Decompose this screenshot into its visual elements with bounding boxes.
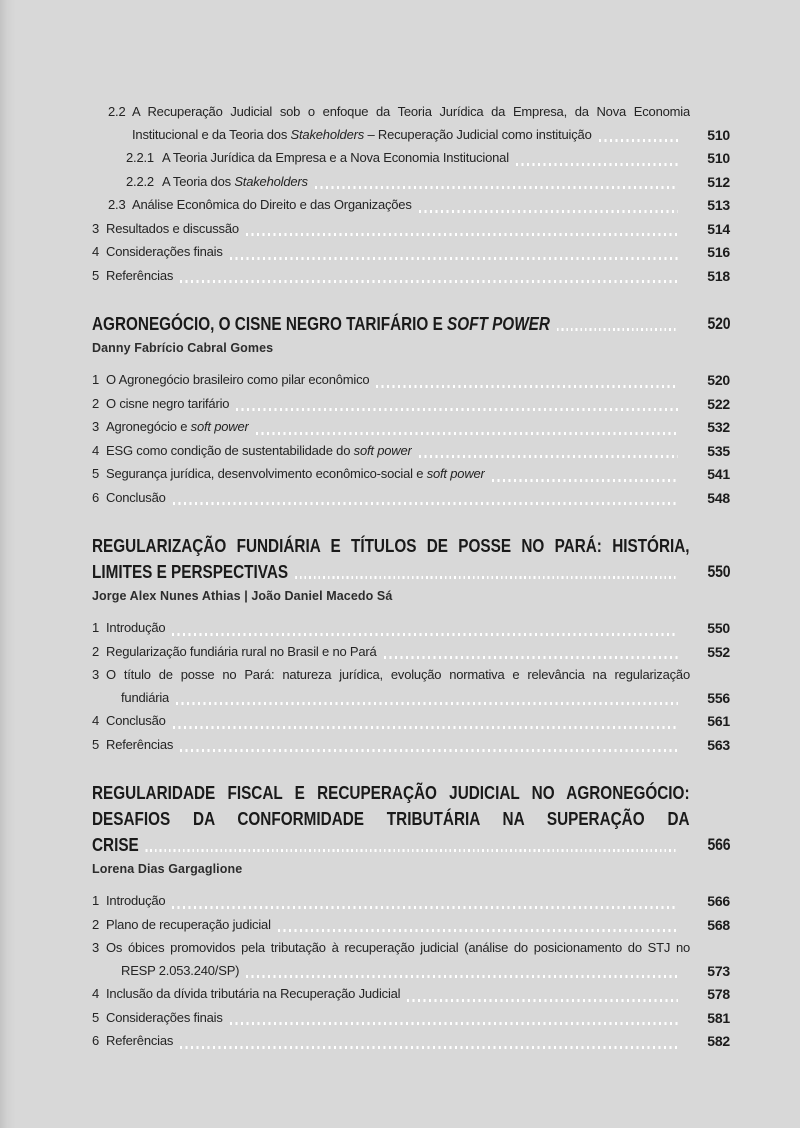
entry-line-text: [162, 171, 308, 194]
entry-body: [106, 617, 730, 640]
dot-leader: [376, 385, 678, 388]
toc-entry: [92, 487, 730, 510]
entry-line: [162, 147, 730, 170]
entry-line-text: [106, 914, 271, 937]
entry-text-italic: soft power: [190, 419, 249, 434]
toc-entry: [92, 710, 730, 733]
entry-body: [106, 487, 730, 510]
table-of-contents: [92, 101, 730, 1054]
entry-number: 5: [92, 267, 100, 283]
entry-text-italic: SOFT POWER: [447, 314, 550, 334]
toc-entry: [92, 101, 730, 146]
dot-leader: [516, 163, 678, 166]
page-number: 516: [707, 244, 730, 260]
entry-text-italic: soft power: [426, 466, 485, 481]
entry-text: Considerações finais: [106, 244, 223, 259]
entry-text: A Teoria dos: [162, 173, 235, 189]
entry-number: 3: [92, 940, 100, 955]
entry-text-italic: Stakeholders: [234, 173, 308, 189]
entry-list: [92, 617, 730, 756]
page-number: 550: [707, 563, 731, 581]
chapter-block: [92, 311, 730, 509]
chapter-title-line: [92, 806, 690, 832]
entry-text: Regularização fundiária rural no Brasil e no Pará: [106, 643, 377, 659]
chapter-title-text: [92, 559, 288, 585]
entry-line-text: [106, 1007, 223, 1030]
entry-line-text: [162, 147, 509, 170]
entry-number: 1: [92, 620, 100, 635]
entry-line: [106, 393, 730, 416]
chapter-title: [92, 311, 730, 337]
entry-body: [106, 890, 730, 913]
entry-line-text: [106, 440, 412, 463]
entry-body: [106, 734, 730, 757]
toc-entry: [92, 440, 730, 463]
entry-text: Referências: [106, 736, 174, 752]
entry-body: [106, 983, 730, 1006]
entry-line: [162, 171, 730, 194]
entry-line-text: [132, 194, 412, 217]
chapter-title: [92, 780, 730, 858]
entry-number: 3: [92, 220, 100, 236]
page-number: 566: [707, 893, 730, 909]
entry-number: 1: [92, 372, 100, 387]
dot-leader: [492, 479, 678, 482]
entry-text: A Teoria Jurídica da Empresa e a Nova Economia Institucional: [162, 150, 509, 165]
entry-line-text: [106, 393, 229, 416]
entry-number: 3: [92, 667, 100, 682]
toc-entry: [92, 983, 730, 1006]
dot-leader: [236, 408, 678, 411]
entry-line-text: [106, 241, 223, 264]
page-number: 563: [707, 736, 730, 753]
entry-body: [162, 171, 730, 194]
page-number: 550: [707, 620, 730, 636]
entry-text-italic: Stakeholders: [290, 126, 365, 142]
entry-line-text: [121, 687, 169, 710]
page-number: 512: [707, 173, 730, 190]
toc-entry: [92, 914, 730, 937]
entry-line-text: [106, 641, 377, 664]
chapter-title-line: [92, 780, 690, 806]
entry-line: [106, 218, 730, 241]
page-number: 552: [707, 643, 730, 660]
dot-leader: [180, 280, 678, 283]
entry-number: 6: [92, 1033, 100, 1048]
entry-number: 2: [92, 643, 100, 659]
dot-leader: [180, 1046, 678, 1049]
page-number: 522: [707, 395, 730, 412]
entry-text: Inclusão da dívida tributária na Recuperação Judicial: [106, 986, 401, 1001]
entry-line: [106, 687, 730, 710]
page-number: 514: [707, 220, 730, 237]
entry-body: [106, 641, 730, 664]
entry-number: 5: [92, 466, 100, 481]
entry-line-text: [106, 734, 173, 757]
entry-line-text: [106, 983, 400, 1006]
entry-body: [162, 147, 730, 170]
entry-line: [106, 914, 730, 937]
entry-line-text: [106, 218, 239, 241]
dot-leader: [173, 502, 678, 505]
toc-entry: [92, 641, 730, 664]
page-number: 573: [707, 962, 730, 979]
entry-line: [106, 890, 730, 913]
entry-number: 3: [92, 419, 100, 434]
entry-body: [106, 393, 730, 416]
entry-body: [106, 1030, 730, 1053]
entry-body: [106, 710, 730, 733]
entry-text: RESP 2.053.240/SP): [121, 962, 240, 978]
entry-line: [106, 1007, 730, 1030]
entry-line: [106, 617, 730, 640]
entry-body: [106, 1007, 730, 1030]
entry-number: 2: [92, 395, 100, 411]
entry-text: Conclusão: [106, 489, 166, 505]
page-number: 568: [707, 916, 730, 933]
page-number: 561: [707, 713, 730, 729]
entry-number: 1: [92, 893, 100, 908]
entry-text: Segurança jurídica, desenvolvimento econômico-social e: [106, 466, 427, 481]
entry-body: [106, 664, 730, 709]
page-number: 556: [707, 689, 730, 706]
entry-line: [106, 710, 730, 733]
dot-leader: [407, 999, 678, 1002]
chapter-title: [92, 533, 730, 585]
dot-leader: [173, 726, 678, 729]
page-number: 532: [707, 419, 730, 435]
entry-number: 2.3: [108, 197, 126, 212]
entry-line: [106, 734, 730, 757]
page-number: 518: [707, 267, 730, 284]
dot-leader: [419, 210, 678, 213]
page-number: 513: [707, 197, 730, 213]
dot-leader: [557, 328, 679, 331]
dot-leader: [146, 849, 679, 852]
entry-text: REGULARIZAÇÃO FUNDIÁRIA E TÍTULOS DE POSSE NO PARÁ: HISTÓRIA,: [92, 536, 690, 556]
entry-line: [106, 960, 730, 983]
toc-entry: [92, 369, 730, 392]
entry-text: O cisne negro tarifário: [106, 395, 230, 411]
entry-body: [132, 101, 730, 146]
page-number: 510: [707, 150, 730, 166]
entry-text: O título de posse no Pará: natureza jurídica, evolução normativa e relevância na regularização: [106, 667, 690, 682]
chapter-title-text: [92, 832, 139, 858]
page-number: 582: [707, 1033, 730, 1049]
entry-line: [106, 265, 730, 288]
entry-number: 2.2.2: [126, 173, 154, 189]
page-number: 578: [707, 986, 730, 1002]
entry-text: Os óbices promovidos pela tributação à recuperação judicial (análise do posicionamento do STJ no: [106, 940, 690, 955]
entry-body: [106, 416, 730, 439]
dot-leader: [419, 455, 678, 458]
entry-text: Conclusão: [106, 713, 166, 728]
chapter-authors: Jorge Alex Nunes Athias | João Daniel Macedo Sá: [92, 589, 393, 603]
entry-body: [132, 194, 730, 217]
entry-number: 5: [92, 1009, 100, 1025]
entry-line-text: [106, 710, 166, 733]
toc-entry: [92, 664, 730, 709]
dot-leader: [256, 432, 678, 435]
toc-entry: [92, 194, 730, 217]
entry-text: DESAFIOS DA CONFORMIDADE TRIBUTÁRIA NA SUPERAÇÃO DA: [92, 809, 690, 829]
toc-entry: [92, 1030, 730, 1053]
entry-line: [106, 440, 730, 463]
toc-entry: [92, 265, 730, 288]
entry-text: A Recuperação Judicial sob o enfoque da Teoria Jurídica da Empresa, da Nova Economia: [132, 104, 690, 119]
dot-leader: [230, 257, 678, 260]
entry-line-text: [121, 960, 239, 983]
entry-number: 2: [92, 916, 100, 932]
entry-text: Referências: [106, 267, 174, 283]
entry-line: [106, 487, 730, 510]
entry-line-text: [106, 416, 249, 439]
chapter-block: [92, 533, 730, 756]
entry-line: [106, 664, 690, 687]
dot-leader: [172, 906, 678, 909]
page-number: 548: [707, 489, 730, 506]
chapter-title-line: [92, 832, 730, 858]
dot-leader: [246, 233, 678, 236]
entry-text-italic: soft power: [353, 442, 412, 458]
dot-leader: [278, 929, 678, 932]
entry-text: ESG como condição de sustentabilidade do: [106, 442, 354, 458]
chapter-title-line: [92, 533, 690, 559]
entry-text: REGULARIDADE FISCAL E RECUPERAÇÃO JUDICIAL NO AGRONEGÓCIO:: [92, 783, 690, 803]
toc-entry: [92, 393, 730, 416]
entry-line: [106, 641, 730, 664]
entry-body: [106, 369, 730, 392]
entry-line: [106, 241, 730, 264]
entry-number: 2.2.1: [126, 150, 154, 165]
entry-list: [92, 890, 730, 1053]
chapter-authors: Danny Fabrício Cabral Gomes: [92, 341, 274, 355]
entry-body: [106, 218, 730, 241]
page-number: 566: [707, 836, 731, 854]
chapter-title-line: [92, 559, 730, 585]
entry-text: Agronegócio e: [106, 419, 191, 434]
entry-text: Introdução: [106, 893, 166, 908]
dot-leader: [384, 656, 678, 659]
entry-line-text: [106, 890, 165, 913]
dot-leader: [172, 633, 678, 636]
entry-line-text: [106, 487, 166, 510]
page-number: 541: [707, 466, 730, 482]
entry-line-text: [106, 369, 369, 392]
toc-entry: [92, 171, 730, 194]
dot-leader: [230, 1022, 678, 1025]
entry-body: [106, 914, 730, 937]
entry-text: O Agronegócio brasileiro como pilar econômico: [106, 372, 370, 387]
dot-leader: [295, 576, 679, 579]
entry-line: [106, 1030, 730, 1053]
entry-line: [106, 369, 730, 392]
entry-number: 5: [92, 736, 100, 752]
entry-body: [106, 241, 730, 264]
entry-body: [106, 440, 730, 463]
toc-entry: [92, 1007, 730, 1030]
entry-number: 4: [92, 986, 100, 1001]
entry-text: Resultados e discussão: [106, 220, 239, 236]
dot-leader: [180, 749, 678, 752]
toc-entry: [92, 617, 730, 640]
page-number: 510: [707, 126, 730, 143]
chapter-title-line: [92, 311, 730, 337]
entry-text: CRISE: [92, 835, 139, 855]
toc-entry: [92, 890, 730, 913]
entry-line: [132, 101, 690, 124]
chapter-title-text: [92, 311, 550, 337]
entry-line-text: [106, 463, 485, 486]
entry-text: Análise Econômica do Direito e das Organizações: [132, 197, 412, 212]
dot-leader: [246, 975, 678, 978]
page-number: 581: [707, 1009, 730, 1026]
entry-body: [106, 265, 730, 288]
entry-text: Considerações finais: [106, 1009, 223, 1025]
entry-text: fundiária: [121, 689, 170, 705]
entry-number: 2.2: [108, 104, 126, 119]
page-number: 535: [707, 442, 730, 459]
entry-line: [132, 194, 730, 217]
dot-leader: [176, 702, 678, 705]
entry-line-text: [132, 124, 592, 147]
toc-entry: [92, 218, 730, 241]
entry-text: – Recuperação Judicial como instituição: [364, 126, 592, 142]
entry-line: [106, 416, 730, 439]
chapter-authors: Lorena Dias Gargaglione: [92, 862, 243, 876]
toc-entry: [92, 147, 730, 170]
entry-body: [106, 937, 730, 982]
entry-text: Institucional e da Teoria dos: [132, 126, 291, 142]
entry-list: [92, 101, 730, 287]
entry-line: [106, 937, 690, 960]
entry-body: [106, 463, 730, 486]
entry-number: 4: [92, 713, 100, 728]
entry-number: 6: [92, 489, 100, 505]
entry-text: AGRONEGÓCIO, O CISNE NEGRO TARIFÁRIO E: [92, 314, 448, 334]
dot-leader: [315, 186, 678, 189]
toc-entry: [92, 463, 730, 486]
entry-text: Referências: [106, 1033, 174, 1048]
entry-line-text: [106, 265, 173, 288]
dot-leader: [599, 139, 678, 142]
entry-line: [106, 463, 730, 486]
entry-line: [132, 124, 730, 147]
entry-text: Introdução: [106, 620, 166, 635]
entry-list: [92, 369, 730, 509]
entry-line: [106, 983, 730, 1006]
page-number: 520: [707, 315, 731, 333]
entry-number: 4: [92, 244, 100, 259]
chapter-block: [92, 780, 730, 1053]
entry-number: 4: [92, 442, 100, 458]
entry-text: LIMITES E PERSPECTIVAS: [92, 562, 289, 582]
entry-line-text: [106, 1030, 173, 1053]
toc-entry: [92, 734, 730, 757]
entry-text: Plano de recuperação judicial: [106, 916, 271, 932]
page-number: 520: [707, 372, 730, 388]
toc-entry: [92, 241, 730, 264]
entry-line-text: [106, 617, 165, 640]
toc-entry: [92, 937, 730, 982]
toc-entry: [92, 416, 730, 439]
